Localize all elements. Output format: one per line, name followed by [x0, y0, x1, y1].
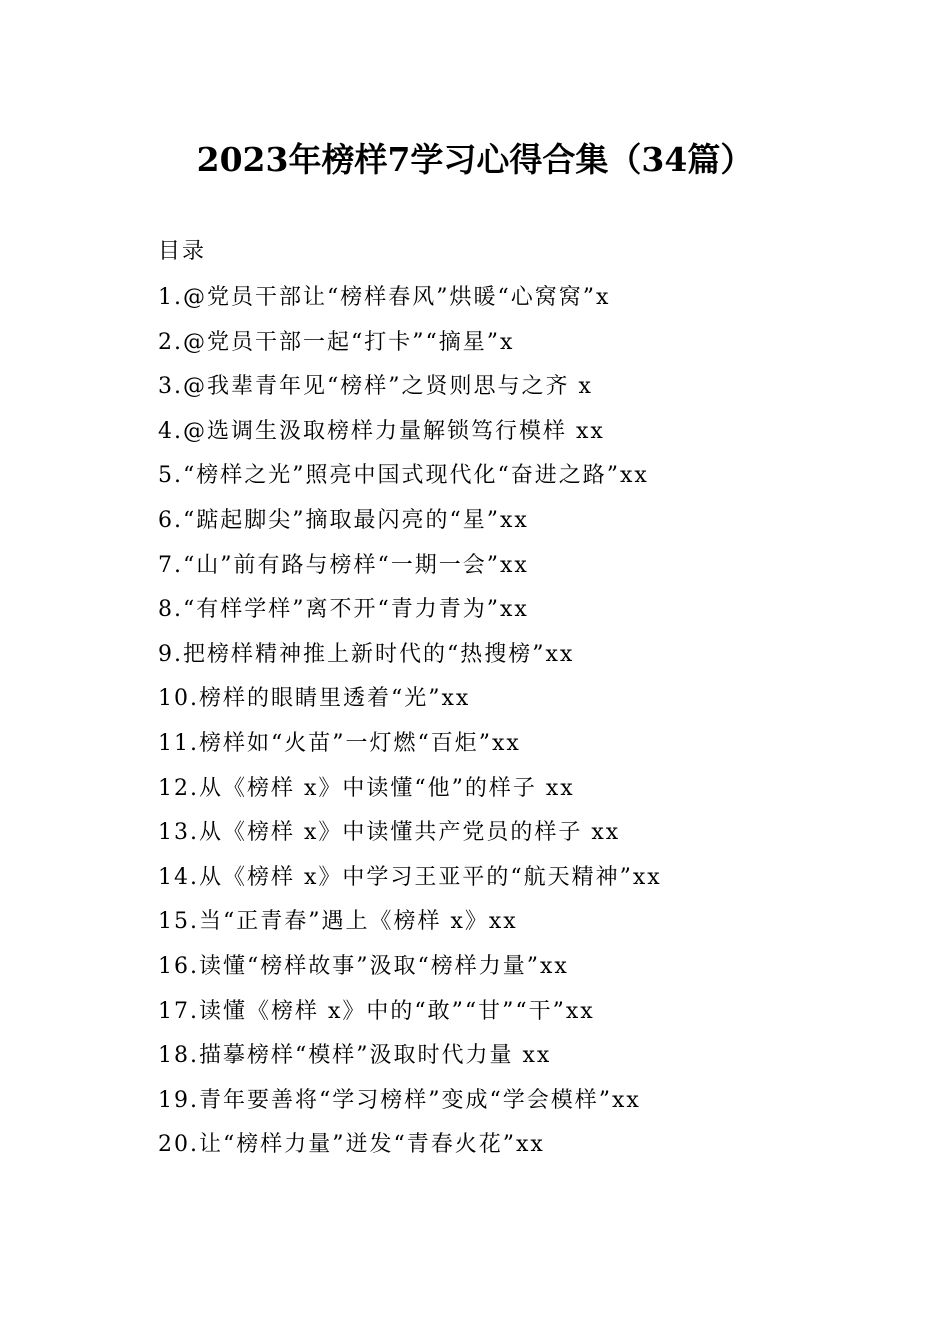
toc-item: 19.青年要善将“学习榜样”变成“学会模样”xx [158, 1087, 641, 1113]
toc-item: 1.@党员干部让“榜样春风”烘暖“心窝窝”x [158, 285, 611, 310]
toc-item: 13.从《榜样 x》中读懂共产党员的样子 xx [158, 820, 621, 846]
toc-item: 10.榜样的眼睛里透着“光”xx [158, 686, 471, 712]
toc-item: 11.榜样如“火苗”一灯燃“百炬”xx [158, 730, 521, 756]
toc-list [158, 276, 878, 1168]
toc-item: 20.让“榜样力量”迸发“青春火花”xx [158, 1132, 545, 1158]
toc-heading: 目录 [158, 239, 207, 264]
toc-item: 18.描摹榜样“模样”汲取时代力量 xx [158, 1043, 552, 1069]
toc-item: 9.把榜样精神推上新时代的“热搜榜”xx [158, 641, 575, 667]
toc-item: 6.“踮起脚尖”摘取最闪亮的“星”xx [158, 507, 529, 533]
toc-item: 7.“山”前有路与榜样“一期一会”xx [158, 552, 529, 578]
toc-item: 5.“榜样之光”照亮中国式现代化“奋进之路”xx [158, 463, 649, 489]
document-title: 2023年榜样7学习心得合集（34篇） [196, 140, 754, 179]
table-of-contents [158, 232, 878, 1168]
toc-item: 15.当“正青春”遇上《榜样 x》xx [158, 909, 518, 935]
toc-item: 17.读懂《榜样 x》中的“敢”“甘”“干”xx [158, 998, 595, 1024]
toc-item: 4.@选调生汲取榜样力量解锁笃行模样 xx [158, 418, 605, 444]
toc-item: 8.“有样学样”离不开“青力青为”xx [158, 597, 529, 623]
toc-item: 16.读懂“榜样故事”汲取“榜样力量”xx [158, 953, 569, 979]
toc-item: 14.从《榜样 x》中学习王亚平的“航天精神”xx [158, 864, 662, 890]
toc-item: 3.@我辈青年见“榜样”之贤则思与之齐 x [158, 374, 593, 400]
toc-item: 12.从《榜样 x》中读懂“他”的样子 xx [158, 775, 575, 801]
toc-item: 2.@党员干部一起“打卡”“摘星”x [158, 329, 515, 355]
